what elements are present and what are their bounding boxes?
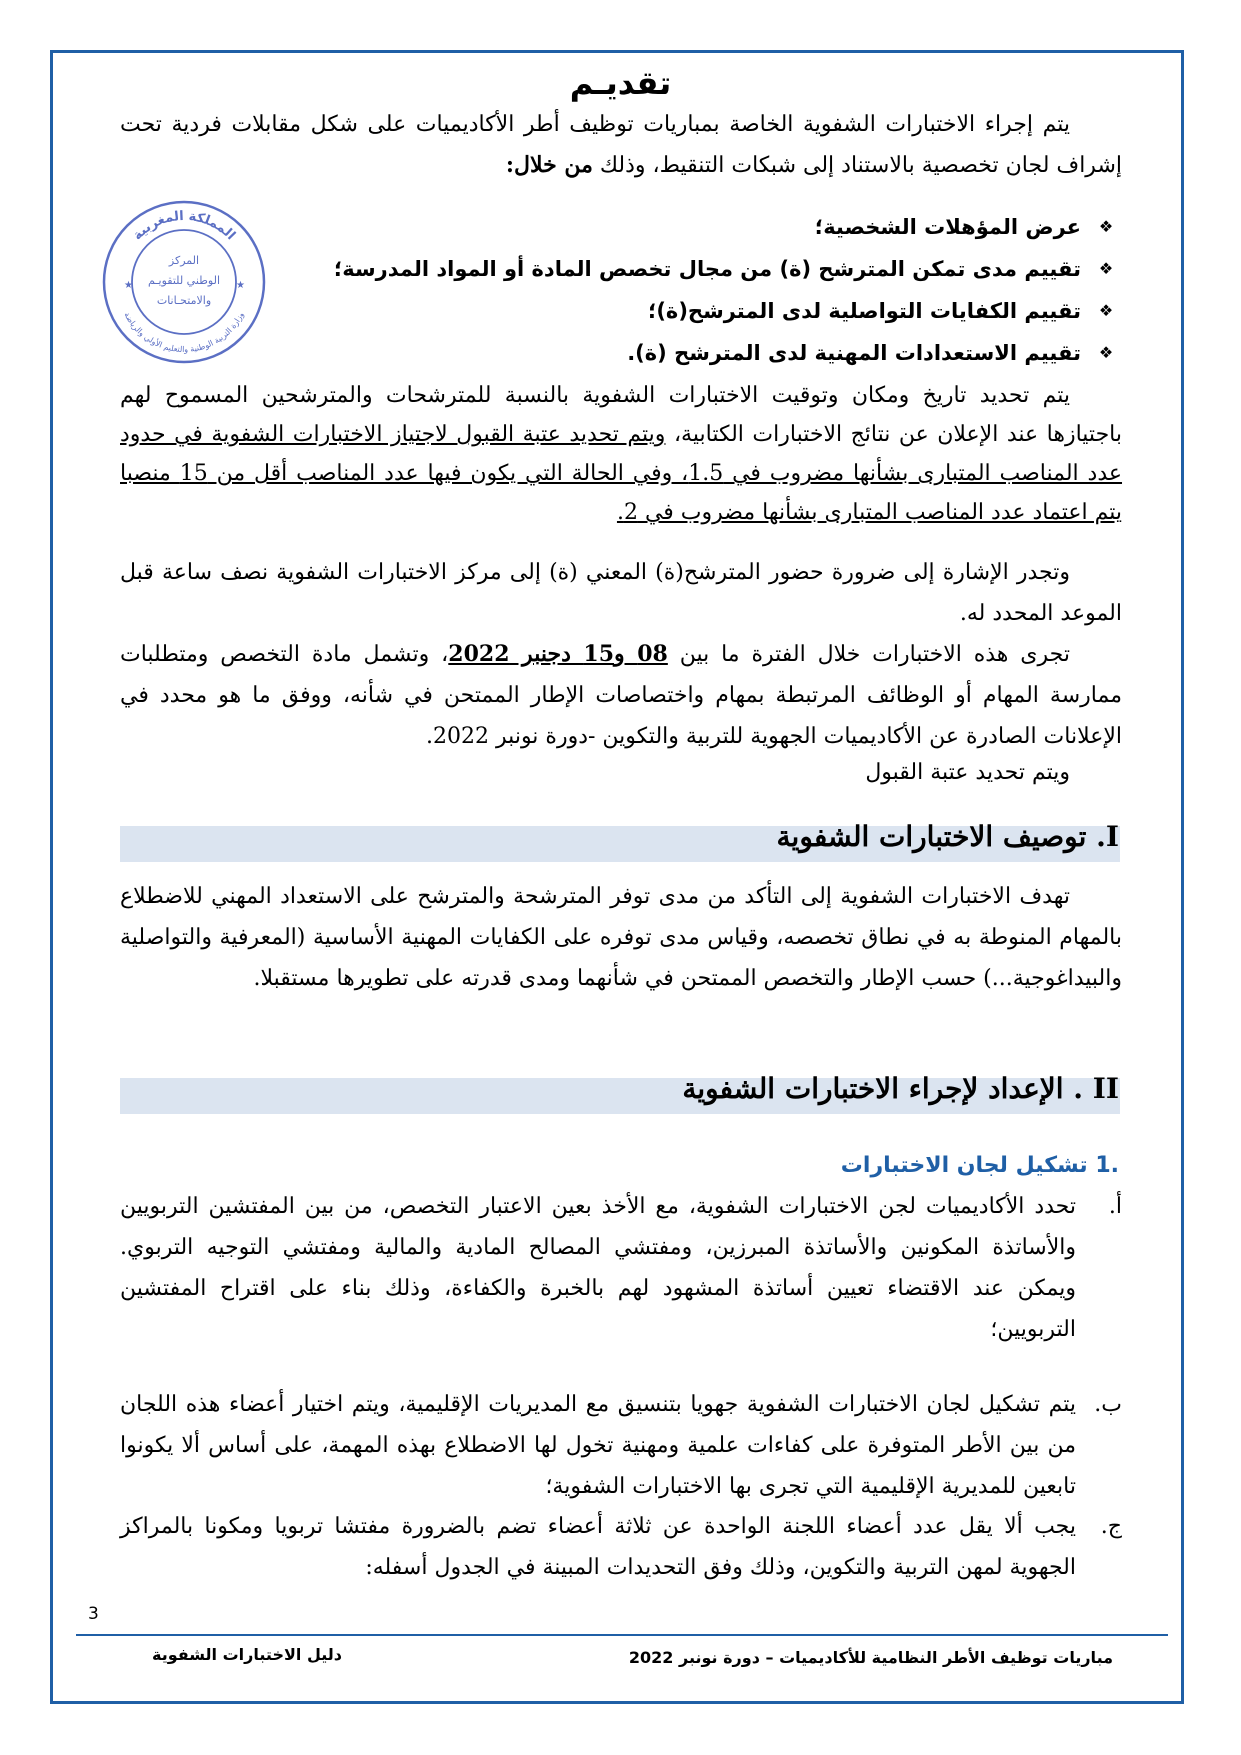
dates-paragraph: تجرى هذه الاختبارات خلال الفترة ما بين 08 و15 دجنبر 2022، وتشمل مادة التخصص ومتطلبات ممارسة المهام أو الوظائف المرتبطة بمهام واختصاصات الإطار الممتحن في شأنه، ووفق ما هو محدد في الإعلانات الصادرة عن الأكاديميات الجهوية للتربية والتكوين -دورة نونبر 2022. (120, 641, 1122, 749)
svg-text:المملكة المغربية (130, 209, 238, 243)
committee-item-b: ب. يتم تشكيل لجان الاختبارات الشفوية جهويا بتنسيق مع المديريات الإقليمية، ويتم اختيار أعضاء هذه اللجان من بين الأطر المتوفرة على كفاءات علمية ومهنية تخول لها الاضطلاع بهذه المهمة، على أساس ألا يكونوا تابعين للمديرية الإقليمية التي تجرى بها الاختبارات الشفوية؛ (120, 1392, 1122, 1499)
footer-guide-title: دليل الاختبارات الشفوية (152, 1645, 342, 1664)
list-item: ❖ عرض المؤهلات الشخصية؛ (334, 206, 1119, 248)
threshold-underlined-text: ويتم تحديد عتبة القبول لاجتياز الاختبارات الشفوية في حدود عدد المناصب المتبارى بشأنها مضروب في 1.5، وفي الحالة التي يكون فيها عدد المناصب أقل من 15 منصبا يتم اعتماد عدد المناصب المتبارى بشأنها مضروب في 2. (120, 422, 1123, 525)
list-item: ❖ تقييم مدى تمكن المترشح (ة) من مجال تخصص المادة أو المواد المدرسة؛ (334, 248, 1119, 290)
schedule-paragraph: يتم تحديد تاريخ ومكان وتوقيت الاختبارات الشفوية بالنسبة للمترشحات والمترشحين المسموح لهم باجتيازها عند الإعلان عن نتائج الاختبارات الكتابية، ويتم تحديد عتبة القبول لاجتياز الاختبارات الشفوية في حدود عدد المناصب المتبارى بشأنها مضروب في 1.5، وفي الحالة التي يكون فيها عدد المناصب أقل من 15 منصبا يتم اعتماد عدد المناصب المتبارى بشأنها مضروب في 2. (120, 383, 1123, 525)
section-1-body: تهدف الاختبارات الشفوية إلى التأكد من مدى توفر المترشحة والمترشح على الاستعداد المهني للاضطلاع بالمهام المنوطة به في نطاق تخصصه، وقياس مدى توفره على الكفايات المهنية الأساسية (المعرفية والتواصلية والبيداغوجية...) حسب الإطار والتخصص الممتحن في شأنهما ومدى قدرته على تطويرها مستقبلا. (120, 884, 1122, 991)
svg-text:وزارة التربية الوطنية والتعليم (122, 311, 245, 354)
stamp-center-3: والامتحـانات (156, 294, 212, 307)
bullet-diamond-icon: ❖ (1098, 343, 1114, 362)
bullet-diamond-icon: ❖ (1098, 301, 1114, 320)
criteria-list (334, 206, 1119, 374)
page-number: 3 (88, 1604, 99, 1624)
stamp-center-1: المركز (168, 254, 200, 267)
page-title: تقديـم (569, 64, 672, 102)
threshold-paragraph: ويتم تحديد عتبة القبول (865, 760, 1070, 785)
attendance-paragraph: وتجدر الإشارة إلى ضرورة حضور المترشح(ة) المعني (ة) إلى مركز الاختبارات الشفوية نصف ساعة قبل الموعد المحدد له. (120, 560, 1122, 626)
list-item: ❖ تقييم الكفايات التواصلية لدى المترشح(ة)؛ (334, 290, 1119, 332)
official-stamp (100, 198, 268, 366)
subsection-heading: .1 تشكيل لجان الاختبارات (840, 1153, 1119, 1178)
bullet-diamond-icon: ❖ (1098, 217, 1114, 236)
footer-exam-title: مباريات توظيف الأطر النظامية للأكاديميات – دورة نونبر 2022 (628, 1648, 1113, 1667)
committee-item-c: ج. يجب ألا يقل عدد أعضاء اللجنة الواحدة عن ثلاثة أعضاء تضم بالضرورة مفتشا تربويا ومكونا بالمراكز الجهوية لمهن التربية والتكوين، وذلك وفق التحديدات المبينة في الجدول أسفله: (120, 1514, 1122, 1580)
section-2-heading: II . الإعداد لإجراء الاختبارات الشفوية (682, 1072, 1119, 1105)
stamp-center-2: الوطني للتقويـم (148, 274, 220, 287)
intro-text: يتم إجراء الاختبارات الشفوية الخاصة بمباريات توظيف أطر الأكاديميات على شكل مقابلات فردية تحت إشراف لجان تخصصية بالاستناد إلى شبكات التنقيط، وذلك (120, 112, 1122, 178)
list-item: ❖ تقييم الاستعدادات المهنية لدى المترشح (ة). (334, 332, 1119, 374)
committee-item-a: أ. تحدد الأكاديميات لجن الاختبارات الشفوية، مع الأخذ بعين الاعتبار التخصص، من بين المفتشين التربويين والأساتذة المكونين والأساتذة المبرزين، ومفتشي المصالح المادية والمالية ومفتشي التوجيه التربوي. ويمكن عند الاقتضاء تعيين أساتذة المشهود لهم بالخبرة والكفاءة، وذلك بناء على اقتراح المفتشين التربويين؛ (120, 1194, 1122, 1342)
bullet-diamond-icon: ❖ (1098, 259, 1114, 278)
svg-text:★: ★ (124, 280, 133, 291)
footer-divider (76, 1634, 1168, 1636)
exam-dates: 08 و15 دجنبر 2022 (448, 641, 668, 667)
intro-paragraph (120, 104, 1122, 186)
svg-text:★: ★ (236, 280, 245, 291)
intro-bold: من خلال: (505, 152, 593, 178)
section-1-heading: I. توصيف الاختبارات الشفوية (776, 820, 1119, 853)
stamp-ring-bottom: وزارة التربية الوطنية والتعليم الأولي والرياضة (122, 310, 246, 355)
stamp-ring-top: المملكة المغربية (130, 208, 239, 244)
